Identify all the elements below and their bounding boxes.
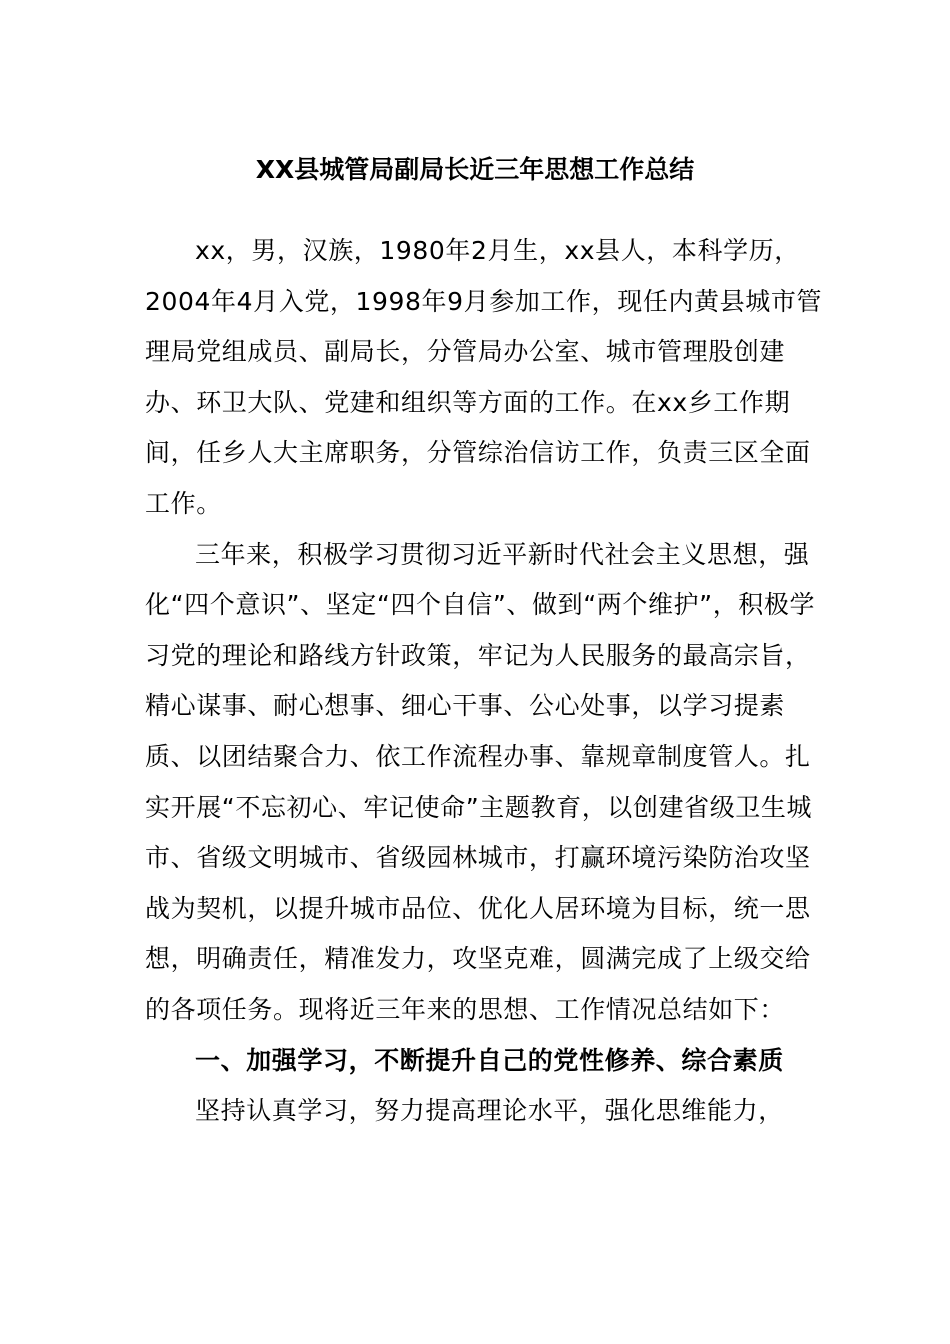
section-heading-1: 一、加强学习，不断提升自己的党性修养、综合素质 [195,1045,784,1075]
paragraph-study: 坚持认真学习，努力提高理论水平，强化思维能力， [195,1096,784,1126]
document-body [145,226,835,1137]
paragraph-summary: 三年来，积极学习贯彻习近平新时代社会主义思想，强化“四个意识”、坚定“四个自信”、做到“两个维护”，积极学习党的理论和路线方针政策，牢记为人民服务的最高宗旨，精心谋事、耐心想事、细心干事、公心处事，以学习提素质、以团结聚合力、依工作流程办事、靠规章制度管人。扎实开展“不忘初心、牢记使命”主题教育，以创建省级卫生城市、省级文明城市、省级园林城市，打赢环境污染防治攻坚战为契机，以提升城市品位、优化人居环境为目标，统一思想，明确责任，精准发力，攻坚克难，圆满完成了上级交给的各项任务。现将近三年来的思想、工作情况总结如下： [145,539,816,1024]
paragraph-profile: xx，男，汉族，1980年2月生，xx县人，本科学历，2004年4月入党，1998年9月参加工作，现任内黄县城市管理局党组成员、副局长，分管局办公室、城市管理股创建办、环卫大队、党建和组织等方面的工作。在xx乡工作期间，任乡人大主席职务，分管综治信访工作，负责三区全面工作。 [145,236,823,518]
document-title: XX县城管局副局长近三年思想工作总结 [255,155,695,184]
